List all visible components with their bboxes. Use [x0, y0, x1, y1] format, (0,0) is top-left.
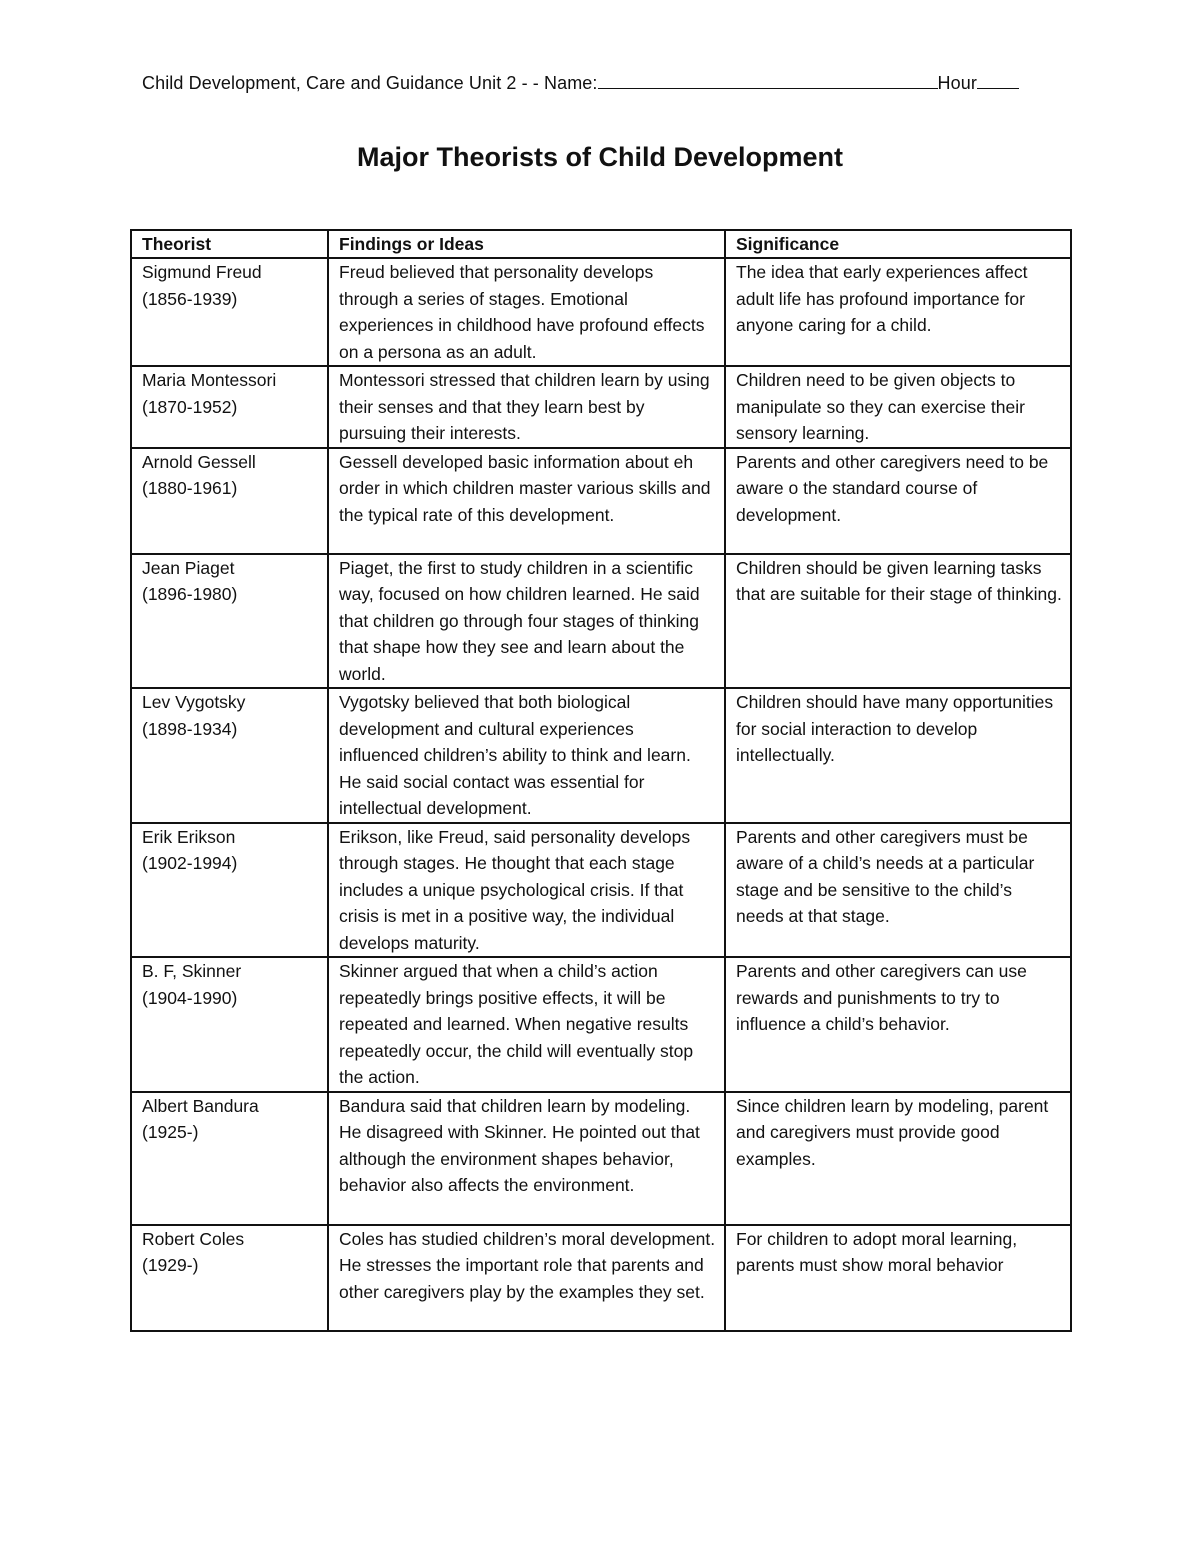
findings-cell: Vygotsky believed that both biological development and cultural experiences influenced children’s ability to think and learn. He said social contact was essential for intellectual development.: [328, 688, 725, 823]
column-header-findings: Findings or Ideas: [328, 230, 725, 258]
theorist-cell: [131, 554, 328, 689]
significance-cell: Children need to be given objects to manipulate so they can exercise their sensory learning.: [725, 366, 1071, 448]
theorists-table: [130, 229, 1072, 1332]
theorist-name: Maria Montessori: [142, 370, 277, 390]
table-row: [131, 554, 1071, 689]
theorist-cell: [131, 366, 328, 448]
findings-cell: Gessell developed basic information about eh order in which children master various skills and the typical rate of this development.: [328, 448, 725, 554]
table-row: [131, 1225, 1071, 1331]
theorist-cell: [131, 823, 328, 958]
theorist-name: B. F, Skinner: [142, 961, 242, 981]
theorist-years: (1929-): [142, 1255, 199, 1275]
findings-cell: Erikson, like Freud, said personality develops through stages. He thought that each stage includes a unique psychological crisis. If that crisis is met in a positive way, the individual develops maturity.: [328, 823, 725, 958]
theorist-cell: [131, 258, 328, 366]
column-header-theorist: Theorist: [131, 230, 328, 258]
theorist-name: Lev Vygotsky: [142, 692, 246, 712]
findings-cell: Bandura said that children learn by modeling. He disagreed with Skinner. He pointed out that although the environment shapes behavior, behavior also affects the environment.: [328, 1092, 725, 1225]
theorist-name: Sigmund Freud: [142, 262, 262, 282]
theorist-cell: [131, 688, 328, 823]
page-title: Major Theorists of Child Development: [356, 142, 844, 172]
theorist-years: (1870-1952): [142, 396, 238, 417]
table-row: [131, 688, 1071, 823]
theorist-years: (1898-1934): [142, 718, 238, 739]
table-row: [131, 448, 1071, 554]
theorist-years: (1896-1980): [142, 584, 238, 604]
theorist-years: (1925-): [142, 1122, 199, 1142]
hour-label: Hour: [937, 73, 977, 93]
theorist-name: Jean Piaget: [142, 557, 235, 578]
findings-cell: Montessori stressed that children learn by using their senses and that they learn best by pursuing their interests.: [328, 366, 725, 448]
theorist-cell: [131, 1225, 328, 1331]
theorist-name: Albert Bandura: [142, 1095, 259, 1116]
theorist-years: (1880-1961): [142, 478, 238, 498]
table-header-row: [131, 230, 1071, 258]
name-blank-line: [598, 72, 938, 89]
theorist-years: (1904-1990): [142, 987, 238, 1008]
significance-cell: Children should be given learning tasks that are suitable for their stage of thinking.: [725, 554, 1071, 689]
theorist-cell: [131, 1092, 328, 1225]
theorist-cell: [131, 448, 328, 554]
findings-cell: Skinner argued that when a child’s action repeatedly brings positive effects, it will be repeated and learned. When negative results repeatedly occur, the child will eventually stop the action.: [328, 957, 725, 1092]
theorist-name: Robert Coles: [142, 1228, 245, 1249]
significance-cell: The idea that early experiences affect adult life has profound importance for anyone caring for a child.: [725, 258, 1071, 366]
table-row: [131, 1092, 1071, 1225]
significance-cell: For children to adopt moral learning, parents must show moral behavior: [725, 1225, 1071, 1331]
table-row: [131, 366, 1071, 448]
significance-cell: Since children learn by modeling, parent and caregivers must provide good examples.: [725, 1092, 1071, 1225]
theorist-name: Erik Erikson: [142, 826, 236, 847]
significance-cell: Parents and other caregivers can use rewards and punishments to try to influence a child’s behavior.: [725, 957, 1071, 1092]
findings-cell: Freud believed that personality develops through a series of stages. Emotional experiences in childhood have profound effects on a persona as an adult.: [328, 258, 725, 366]
table-row: [131, 258, 1071, 366]
page-header: [142, 72, 1019, 94]
column-header-significance: Significance: [725, 230, 1071, 258]
findings-cell: Coles has studied children’s moral development. He stresses the important role that parents and other caregivers play by the examples they set.: [328, 1225, 725, 1331]
significance-cell: Parents and other caregivers need to be aware o the standard course of development.: [725, 448, 1071, 554]
findings-cell: Piaget, the first to study children in a scientific way, focused on how children learned. He said that children go through four stages of thinking that shape how they see and learn about the world.: [328, 554, 725, 689]
hour-blank-line: [977, 72, 1019, 89]
theorist-cell: [131, 957, 328, 1092]
table-row: [131, 957, 1071, 1092]
header-prefix: Child Development, Care and Guidance Unit 2 - - Name:: [142, 73, 598, 93]
theorist-name: Arnold Gessell: [142, 451, 256, 472]
table-row: [131, 823, 1071, 958]
significance-cell: Children should have many opportunities for social interaction to develop intellectually.: [725, 688, 1071, 823]
theorist-years: (1856-1939): [142, 288, 238, 309]
theorist-years: (1902-1994): [142, 853, 238, 873]
significance-cell: Parents and other caregivers must be aware of a child’s needs at a particular stage and be sensitive to the child’s needs at that stage.: [725, 823, 1071, 958]
